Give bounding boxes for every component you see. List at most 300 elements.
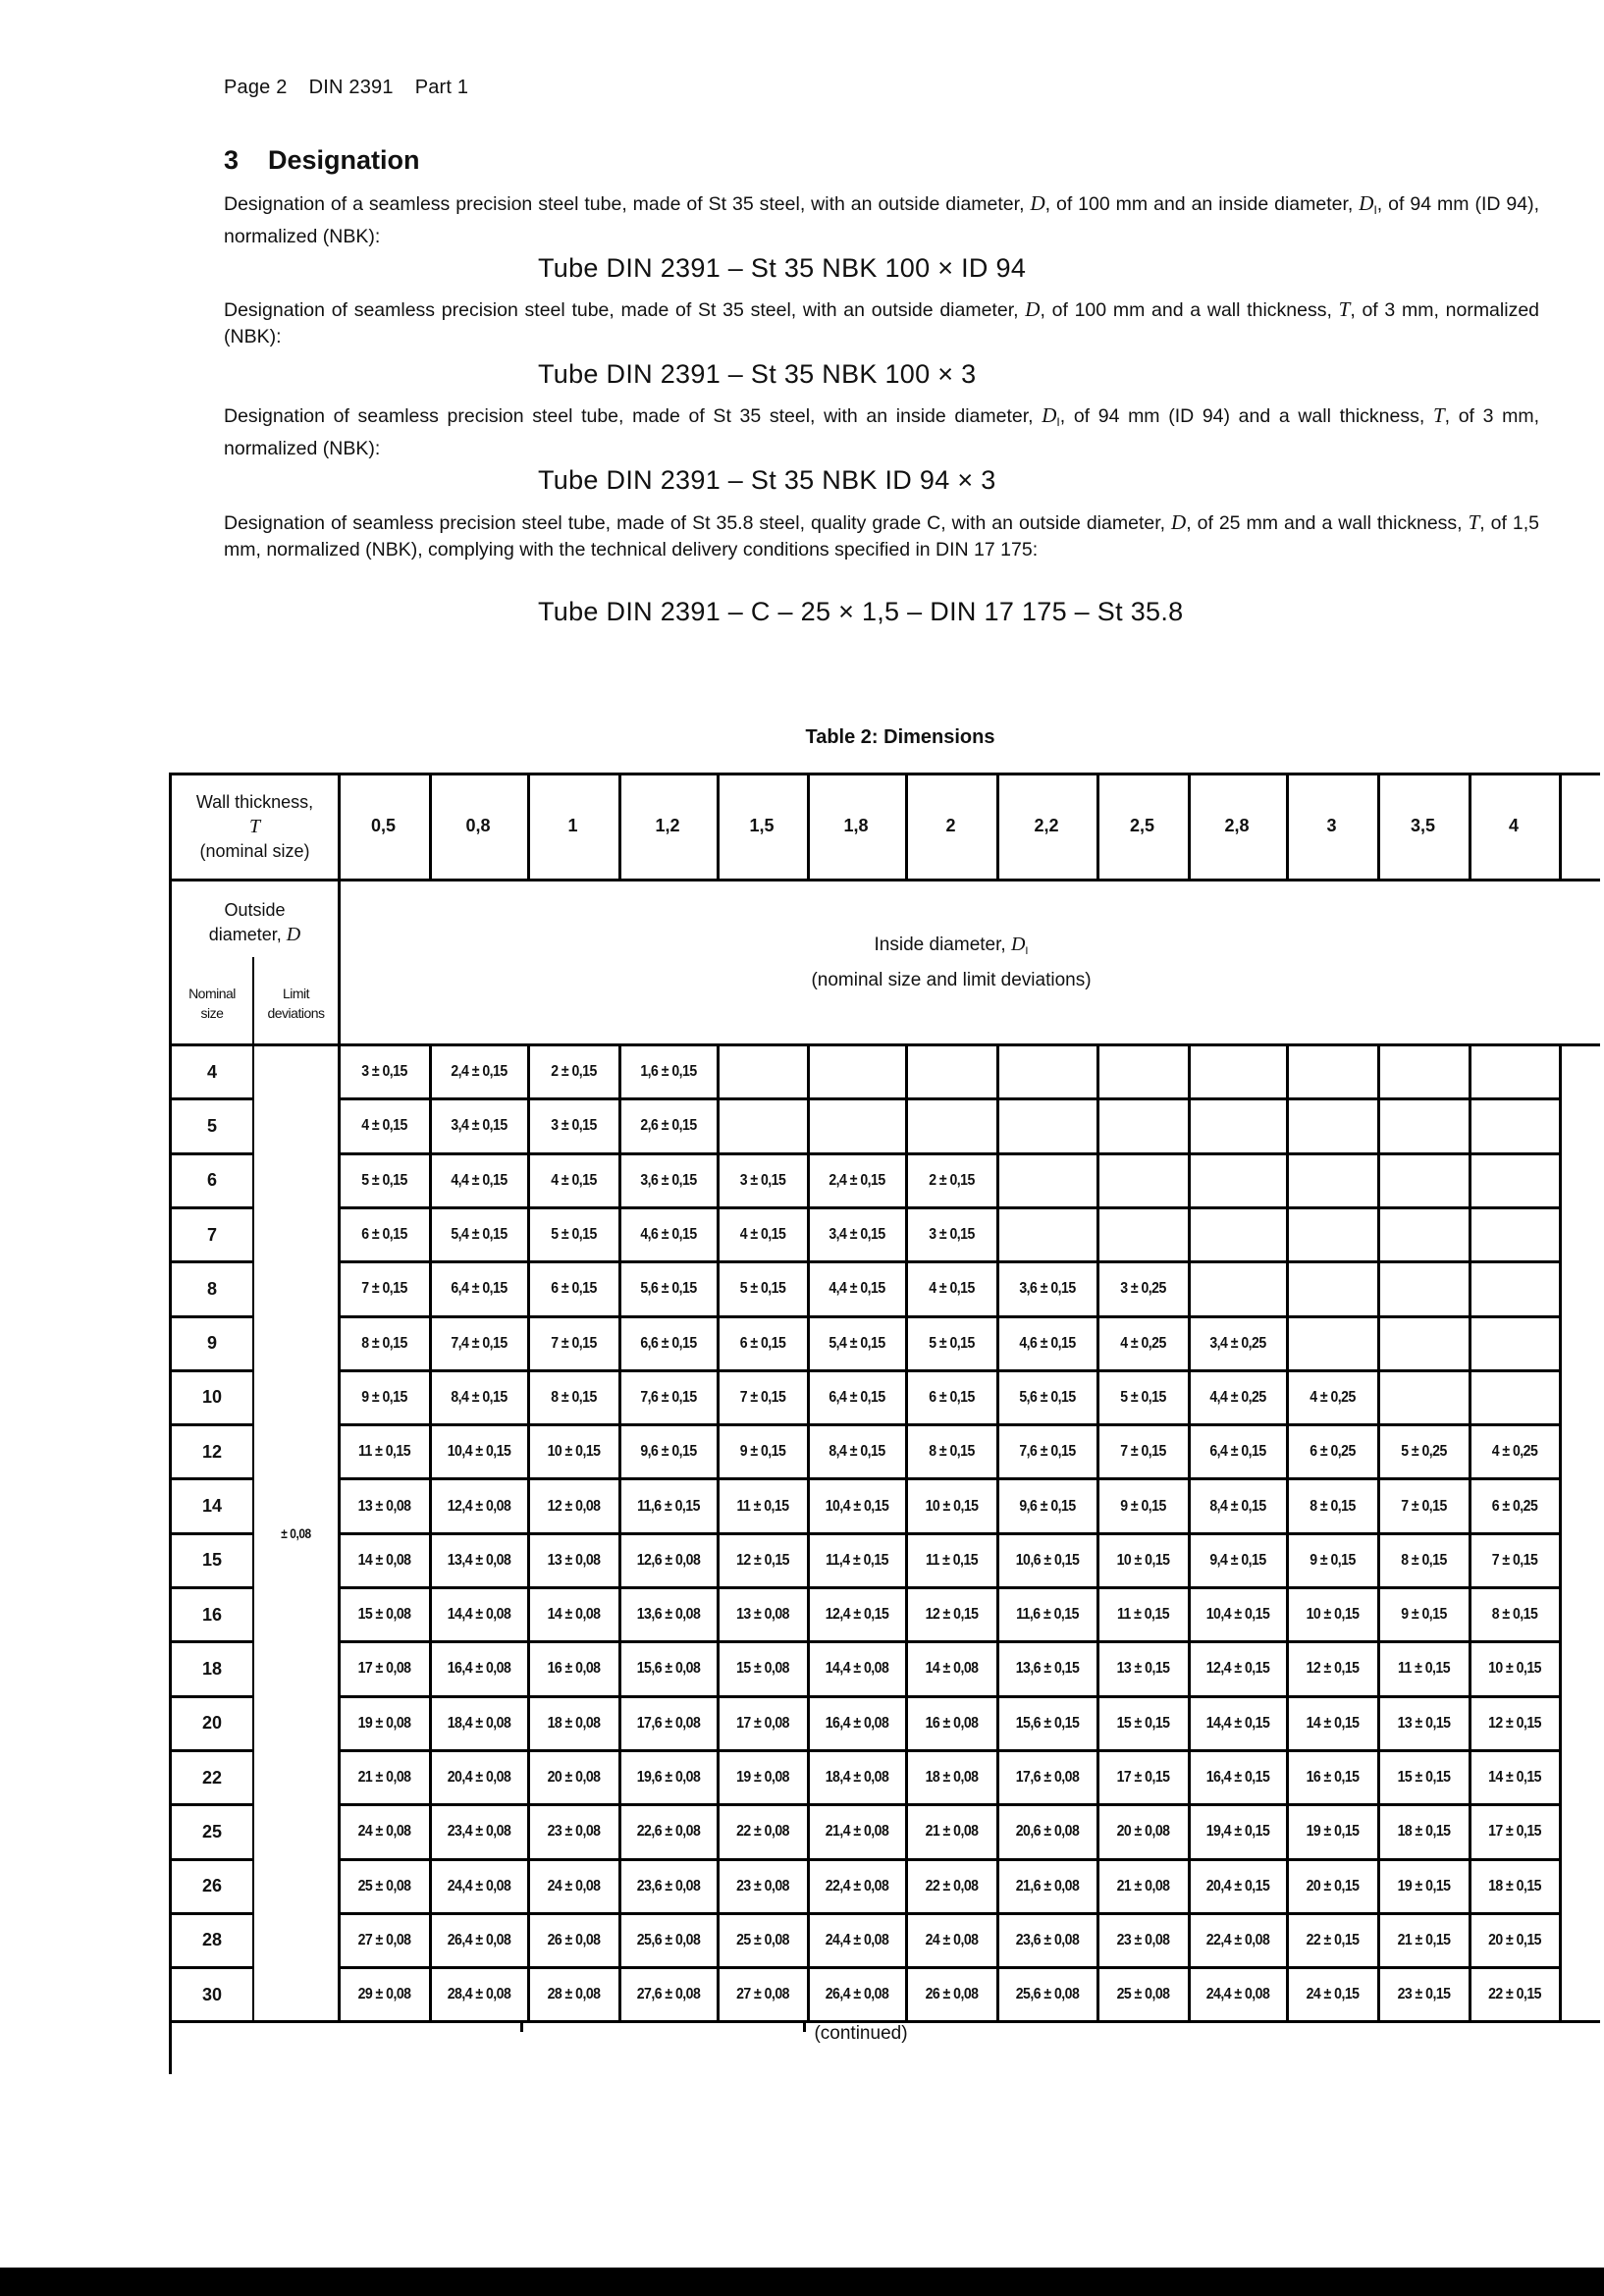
inside-diameter-cell: 15 ± 0,08 xyxy=(736,1660,789,1678)
inside-diameter-cell: 17 ± 0,08 xyxy=(357,1660,411,1678)
inside-diameter-label-text: (nominal size and limit deviations) xyxy=(811,970,1092,990)
inside-diameter-cell: 23 ± 0,08 xyxy=(1116,1931,1170,1949)
inside-diameter-cell xyxy=(1004,1155,1091,1206)
inside-diameter-cell: 19 ± 0,08 xyxy=(736,1769,789,1787)
inside-diameter-cell: 3 ± 0,15 xyxy=(929,1226,975,1244)
outside-diameter-label-text: diameter, D xyxy=(208,924,301,945)
inside-diameter-cell: 2 ± 0,15 xyxy=(551,1063,597,1081)
outside-diameter-nominal: 9 xyxy=(206,1333,217,1354)
inside-diameter-cell: 7 ± 0,15 xyxy=(1491,1551,1538,1569)
inside-diameter-cell: 5 ± 0,15 xyxy=(551,1226,597,1244)
grid-line xyxy=(1377,1043,1380,2020)
outside-diameter-nominal: 4 xyxy=(206,1061,217,1082)
wall-thickness-column-header: 3,5 xyxy=(1410,815,1436,835)
inside-diameter-cell: 26,4 ± 0,08 xyxy=(825,1986,889,2003)
designation-example-4-formula: Tube DIN 2391 – C – 25 × 1,5 – DIN 17 175 – St 35.8 xyxy=(538,597,1184,626)
inside-diameter-cell: 4,4 ± 0,15 xyxy=(451,1171,508,1189)
designation-example-3-text: Designation of seamless precision steel tube, made of St 35 steel, with an inside diameter, $D_I$, of 94 mm (ID 94) and a wall thickness, T, of 3 mm, normalized (NBK): xyxy=(224,403,1540,459)
inside-diameter-cell: 26 ± 0,08 xyxy=(925,1986,979,2003)
inside-diameter-cell: 2,4 ± 0,15 xyxy=(829,1171,885,1189)
inside-diameter-cell: 25 ± 0,08 xyxy=(736,1931,789,1949)
inside-diameter-cell xyxy=(1004,1100,1091,1151)
inside-diameter-cell xyxy=(1384,1046,1463,1097)
inside-diameter-cell: 7,6 ± 0,15 xyxy=(1019,1443,1076,1461)
inside-diameter-cell: 13 ± 0,08 xyxy=(357,1497,411,1515)
nominal-size-label xyxy=(172,962,252,1043)
inside-diameter-cell: 17 ± 0,08 xyxy=(736,1714,789,1732)
inside-diameter-cell: 21,4 ± 0,08 xyxy=(825,1823,889,1841)
inside-diameter-cell: 19 ± 0,15 xyxy=(1397,1877,1451,1895)
inside-diameter-cell: 11 ± 0,15 xyxy=(1116,1606,1170,1624)
inside-diameter-cell: 5 ± 0,15 xyxy=(361,1171,407,1189)
inside-diameter-cell: 4 ± 0,25 xyxy=(1120,1334,1166,1352)
inside-diameter-cell: 20 ± 0,08 xyxy=(547,1769,601,1787)
inside-diameter-cell: 5,4 ± 0,15 xyxy=(451,1226,508,1244)
inside-diameter-cell: 11,6 ± 0,15 xyxy=(1016,1606,1079,1624)
wall-thickness-column-header: 2,8 xyxy=(1224,815,1250,835)
inside-diameter-cell: 5 ± 0,15 xyxy=(739,1280,786,1298)
inside-diameter-cell: 10,4 ± 0,15 xyxy=(1205,1606,1270,1624)
inside-diameter-cell xyxy=(1293,1263,1371,1314)
wall-thickness-symbol: T xyxy=(248,816,261,837)
inside-diameter-cell: 5 ± 0,25 xyxy=(1401,1443,1447,1461)
inside-diameter-cell: 9 ± 0,15 xyxy=(1310,1551,1356,1569)
inside-diameter-cell xyxy=(1384,1209,1463,1260)
section-number: 3 xyxy=(224,145,240,175)
designation-example-4-text: Designation of seamless precision steel tube, made of St 35.8 steel, quality grade C, with an outside diameter, D, of 25 mm and a wall thickness, T, of 1,5 mm, normalized (NBK), complying with the technical delivery conditions specified in DIN 17 175: xyxy=(224,510,1539,561)
inside-diameter-cell: 23,4 ± 0,08 xyxy=(447,1823,511,1841)
wall-thickness-column-header: 4 xyxy=(1508,815,1519,835)
inside-diameter-cell: 26 ± 0,08 xyxy=(547,1931,601,1949)
inside-diameter-cell: 18 ± 0,15 xyxy=(1397,1823,1451,1841)
inside-diameter-cell: 12 ± 0,15 xyxy=(925,1606,979,1624)
inside-diameter-cell xyxy=(1293,1209,1371,1260)
grid-line xyxy=(1096,1043,1099,2020)
inside-diameter-cell: 22,4 ± 0,08 xyxy=(825,1877,889,1895)
inside-diameter-cell: 1,6 ± 0,15 xyxy=(640,1063,697,1081)
inside-diameter-cell: 4 ± 0,15 xyxy=(929,1280,975,1298)
inside-diameter-cell: 23 ± 0,08 xyxy=(547,1823,601,1841)
inside-diameter-cell: 23,6 ± 0,08 xyxy=(1015,1931,1080,1949)
inside-diameter-cell: 5 ± 0,15 xyxy=(1120,1388,1166,1406)
grid-line xyxy=(527,1043,530,2020)
inside-diameter-cell: 25 ± 0,08 xyxy=(357,1877,411,1895)
continued-note: (continued) xyxy=(814,2023,908,2044)
inside-diameter-cell: 9 ± 0,15 xyxy=(739,1443,786,1461)
inside-diameter-cell: 22,6 ± 0,08 xyxy=(636,1823,701,1841)
outside-diameter-nominal: 7 xyxy=(206,1224,217,1245)
limit-deviations-label xyxy=(254,962,338,1043)
inside-diameter-cell xyxy=(1196,1100,1280,1151)
wall-thickness-column-header: 1,2 xyxy=(655,815,680,835)
inside-diameter-cell: 13 ± 0,15 xyxy=(1116,1660,1170,1678)
wall-thickness-label-text: Wall thickness, xyxy=(195,792,314,812)
inside-diameter-cell: 21 ± 0,08 xyxy=(1116,1877,1170,1895)
inside-diameter-cell: 19 ± 0,15 xyxy=(1306,1823,1360,1841)
inside-diameter-cell xyxy=(1384,1372,1463,1423)
inside-diameter-cell: 3,4 ± 0,15 xyxy=(451,1117,508,1135)
inside-diameter-cell: 2,4 ± 0,15 xyxy=(451,1063,508,1081)
inside-diameter-cell: 6,6 ± 0,15 xyxy=(640,1334,697,1352)
inside-diameter-cell: 6,4 ± 0,15 xyxy=(1209,1443,1266,1461)
inside-diameter-cell: 7 ± 0,15 xyxy=(1120,1443,1166,1461)
page-number: Page 2 xyxy=(224,77,288,98)
inside-diameter-cell: 6 ± 0,15 xyxy=(929,1388,975,1406)
inside-diameter-cell: 27 ± 0,08 xyxy=(357,1931,411,1949)
inside-diameter-cell: 6,4 ± 0,15 xyxy=(829,1388,885,1406)
inside-diameter-cell: 7 ± 0,15 xyxy=(739,1388,786,1406)
designation-example-2-formula: Tube DIN 2391 – St 35 NBK 100 × 3 xyxy=(538,359,977,389)
inside-diameter-cell xyxy=(1004,1046,1091,1097)
inside-diameter-cell xyxy=(1475,1100,1553,1151)
inside-diameter-cell: 20 ± 0,08 xyxy=(1116,1823,1170,1841)
column-label-text: Limit xyxy=(282,985,310,1001)
inside-diameter-cell: 9 ± 0,15 xyxy=(1120,1497,1166,1515)
inside-diameter-cell: 8 ± 0,15 xyxy=(361,1334,407,1352)
inside-diameter-cell: 22,4 ± 0,08 xyxy=(1205,1931,1270,1949)
inside-diameter-cell: 20 ± 0,15 xyxy=(1488,1931,1541,1949)
section-title: Designation xyxy=(268,145,420,175)
inside-diameter-cell: 4,6 ± 0,15 xyxy=(1019,1334,1076,1352)
inside-diameter-cell: 17 ± 0,15 xyxy=(1116,1769,1170,1787)
grid-line xyxy=(1559,1043,1562,2020)
inside-diameter-cell xyxy=(1293,1046,1371,1097)
inside-diameter-cell xyxy=(1384,1263,1463,1314)
inside-diameter-cell: 21 ± 0,08 xyxy=(357,1769,411,1787)
inside-diameter-cell: 18,4 ± 0,08 xyxy=(447,1714,511,1732)
inside-diameter-cell: 19,6 ± 0,08 xyxy=(636,1769,701,1787)
inside-diameter-cell: 4,4 ± 0,15 xyxy=(829,1280,885,1298)
inside-diameter-cell: 26,4 ± 0,08 xyxy=(447,1931,511,1949)
wall-thickness-column-header: 3 xyxy=(1326,815,1337,835)
grid-line xyxy=(429,1043,432,2020)
inside-diameter-cell: 10 ± 0,15 xyxy=(547,1443,601,1461)
inside-diameter-cell xyxy=(815,1100,899,1151)
inside-diameter-cell: 4,6 ± 0,15 xyxy=(640,1226,697,1244)
inside-diameter-cell: 13,6 ± 0,08 xyxy=(636,1606,701,1624)
grid-line xyxy=(996,1043,999,2020)
grid-line xyxy=(807,1043,810,2020)
outside-diameter-nominal: 30 xyxy=(201,1984,223,2004)
inside-diameter-cell: 23,6 ± 0,08 xyxy=(636,1877,701,1895)
inside-diameter-cell xyxy=(1103,1046,1182,1097)
inside-diameter-cell: 22 ± 0,15 xyxy=(1306,1931,1360,1949)
outside-diameter-label-text: Outside xyxy=(224,900,286,920)
inside-diameter-cell xyxy=(1384,1155,1463,1206)
designation-example-1-formula: Tube DIN 2391 – St 35 NBK 100 × ID 94 xyxy=(538,253,1027,283)
inside-diameter-cell xyxy=(1004,1209,1091,1260)
inside-diameter-cell: 3 ± 0,15 xyxy=(739,1171,786,1189)
inside-diameter-cell xyxy=(1293,1318,1371,1369)
inside-diameter-cell: 20 ± 0,15 xyxy=(1306,1877,1360,1895)
inside-diameter-cell: 10,6 ± 0,15 xyxy=(1015,1551,1080,1569)
inside-diameter-cell: 18 ± 0,08 xyxy=(925,1769,979,1787)
outside-diameter-nominal: 15 xyxy=(201,1550,223,1571)
inside-diameter-cell: 16 ± 0,08 xyxy=(547,1660,601,1678)
inside-diameter-cell: 6 ± 0,15 xyxy=(739,1334,786,1352)
grid-line xyxy=(252,957,254,2020)
inside-diameter-cell: 24,4 ± 0,08 xyxy=(825,1931,889,1949)
inside-diameter-cell: 4 ± 0,25 xyxy=(1310,1388,1356,1406)
inside-diameter-cell: 15 ± 0,15 xyxy=(1397,1769,1451,1787)
inside-diameter-cell: 13,4 ± 0,08 xyxy=(447,1551,511,1569)
inside-diameter-cell: 16,4 ± 0,15 xyxy=(1205,1769,1270,1787)
inside-diameter-cell: 9 ± 0,15 xyxy=(1401,1606,1447,1624)
inside-diameter-cell: 9,6 ± 0,15 xyxy=(1019,1497,1076,1515)
inside-diameter-cell: 18 ± 0,15 xyxy=(1488,1877,1541,1895)
inside-diameter-cell: 24 ± 0,08 xyxy=(547,1877,601,1895)
inside-diameter-cell: 10 ± 0,15 xyxy=(1488,1660,1541,1678)
inside-diameter-cell: 15,6 ± 0,08 xyxy=(636,1660,701,1678)
inside-diameter-cell: 22 ± 0,08 xyxy=(736,1823,789,1841)
inside-diameter-cell: 7 ± 0,15 xyxy=(1401,1497,1447,1515)
inside-diameter-cell: 12 ± 0,08 xyxy=(547,1497,601,1515)
outside-diameter-nominal: 8 xyxy=(206,1278,217,1299)
inside-diameter-cell: 10 ± 0,15 xyxy=(1306,1606,1360,1624)
inside-diameter-cell xyxy=(1293,1100,1371,1151)
inside-diameter-cell: 22 ± 0,15 xyxy=(1488,1986,1541,2003)
outside-diameter-nominal: 22 xyxy=(201,1767,223,1788)
page-bottom-bar xyxy=(0,2268,1604,2296)
inside-diameter-cell: 20,4 ± 0,15 xyxy=(1205,1877,1270,1895)
inside-diameter-cell: 20,4 ± 0,08 xyxy=(447,1769,511,1787)
outside-diameter-label xyxy=(172,888,338,957)
inside-diameter-cell: 8,4 ± 0,15 xyxy=(1209,1497,1266,1515)
inside-diameter-cell: 19 ± 0,08 xyxy=(357,1714,411,1732)
grid-line xyxy=(905,1043,908,2020)
inside-diameter-cell: 5,4 ± 0,15 xyxy=(829,1334,885,1352)
inside-diameter-cell: 11 ± 0,15 xyxy=(357,1443,411,1461)
inside-diameter-cell xyxy=(723,1046,801,1097)
inside-diameter-cell: 11 ± 0,15 xyxy=(1397,1660,1451,1678)
inside-diameter-cell xyxy=(1475,1209,1553,1260)
wall-thickness-column-header: 1,8 xyxy=(843,815,869,835)
inside-diameter-label xyxy=(341,881,1562,1043)
grid-line xyxy=(1286,1043,1289,2020)
inside-diameter-cell: 4 ± 0,15 xyxy=(551,1171,597,1189)
inside-diameter-cell: 24 ± 0,08 xyxy=(357,1823,411,1841)
inside-diameter-cell: 9,6 ± 0,15 xyxy=(640,1443,697,1461)
wall-thickness-column-header: 2,2 xyxy=(1034,815,1059,835)
inside-diameter-cell: 14 ± 0,08 xyxy=(357,1551,411,1569)
inside-diameter-cell: 8 ± 0,15 xyxy=(929,1443,975,1461)
inside-diameter-cell xyxy=(1475,1318,1553,1369)
inside-diameter-cell xyxy=(1103,1100,1182,1151)
inside-diameter-cell: 8 ± 0,15 xyxy=(1401,1551,1447,1569)
inside-diameter-cell xyxy=(1196,1263,1280,1314)
inside-diameter-cell: 24,4 ± 0,08 xyxy=(447,1877,511,1895)
outside-diameter-nominal: 18 xyxy=(201,1658,223,1679)
inside-diameter-cell: 17,6 ± 0,08 xyxy=(636,1714,701,1732)
inside-diameter-cell: 10,4 ± 0,15 xyxy=(825,1497,889,1515)
inside-diameter-cell: 14 ± 0,15 xyxy=(1488,1769,1541,1787)
inside-diameter-cell: 6 ± 0,25 xyxy=(1310,1443,1356,1461)
inside-diameter-cell: 21 ± 0,08 xyxy=(925,1823,979,1841)
inside-diameter-cell: 10,4 ± 0,15 xyxy=(447,1443,511,1461)
outside-diameter-nominal: 16 xyxy=(201,1604,223,1625)
outside-diameter-nominal: 5 xyxy=(206,1115,217,1136)
inside-diameter-cell: 16 ± 0,15 xyxy=(1306,1769,1360,1787)
running-header xyxy=(224,77,490,99)
inside-diameter-cell: 7,4 ± 0,15 xyxy=(451,1334,508,1352)
column-label-text: Nominal xyxy=(188,985,236,1001)
inside-diameter-cell: 12,4 ± 0,08 xyxy=(447,1497,511,1515)
wall-thickness-label xyxy=(172,775,338,879)
section-heading xyxy=(224,145,420,176)
inside-diameter-cell: 5 ± 0,15 xyxy=(929,1334,975,1352)
grid-line xyxy=(1559,773,1562,879)
inside-diameter-cell: 14 ± 0,15 xyxy=(1306,1714,1360,1732)
wall-thickness-column-header: 1 xyxy=(567,815,578,835)
inside-diameter-cell: 3,4 ± 0,25 xyxy=(1209,1334,1266,1352)
inside-diameter-cell: 6 ± 0,25 xyxy=(1491,1497,1538,1515)
inside-diameter-cell: 23 ± 0,08 xyxy=(736,1877,789,1895)
inside-diameter-cell: 11 ± 0,15 xyxy=(736,1497,789,1515)
inside-diameter-cell: 8 ± 0,15 xyxy=(1491,1606,1538,1624)
grid-line xyxy=(1188,1043,1191,2020)
inside-diameter-symbol: D xyxy=(1010,934,1026,955)
inside-diameter-cell: 28,4 ± 0,08 xyxy=(447,1986,511,2003)
inside-diameter-cell: 9,4 ± 0,15 xyxy=(1209,1551,1266,1569)
inside-diameter-cell: 10 ± 0,15 xyxy=(925,1497,979,1515)
inside-diameter-cell: 25 ± 0,08 xyxy=(1116,1986,1170,2003)
inside-diameter-cell: 11,6 ± 0,15 xyxy=(637,1497,700,1515)
inside-diameter-cell: 3 ± 0,15 xyxy=(361,1063,407,1081)
inside-diameter-cell: 13 ± 0,15 xyxy=(1397,1714,1451,1732)
inside-diameter-cell: 6 ± 0,15 xyxy=(551,1280,597,1298)
grid-line xyxy=(618,1043,621,2020)
inside-diameter-cell: 27 ± 0,08 xyxy=(736,1986,789,2003)
outside-diameter-nominal: 20 xyxy=(201,1713,223,1734)
inside-diameter-cell: 3,6 ± 0,15 xyxy=(640,1171,697,1189)
inside-diameter-cell: 6 ± 0,15 xyxy=(361,1226,407,1244)
inside-diameter-cell: 6,4 ± 0,15 xyxy=(451,1280,508,1298)
wall-thickness-column-header: 2,5 xyxy=(1129,815,1155,835)
inside-diameter-cell: 12 ± 0,15 xyxy=(1306,1660,1360,1678)
inside-diameter-cell: 22 ± 0,08 xyxy=(925,1877,979,1895)
inside-diameter-cell xyxy=(912,1100,990,1151)
inside-diameter-cell: 24 ± 0,15 xyxy=(1306,1986,1360,2003)
inside-diameter-cell: 29 ± 0,08 xyxy=(357,1986,411,2003)
designation-example-1-text: Designation of a seamless precision steel tube, made of St 35 steel, with an outside diameter, D, of 100 mm and an inside diameter, $D_I$, of 94 mm (ID 94), normalized (NBK): xyxy=(224,191,1539,247)
inside-diameter-cell xyxy=(1475,1046,1553,1097)
part-number: Part 1 xyxy=(414,77,469,98)
inside-diameter-cell: 12 ± 0,15 xyxy=(736,1551,789,1569)
inside-diameter-cell xyxy=(912,1046,990,1097)
inside-diameter-cell: 14,4 ± 0,08 xyxy=(447,1606,511,1624)
inside-diameter-cell xyxy=(1384,1100,1463,1151)
inside-diameter-label-text: Inside diameter, $D_I$ xyxy=(874,934,1029,957)
inside-diameter-cell: 9 ± 0,15 xyxy=(361,1388,407,1406)
wall-thickness-column-header: 0,5 xyxy=(370,815,397,835)
inside-diameter-cell: 14 ± 0,08 xyxy=(547,1606,601,1624)
inside-diameter-cell: 7 ± 0,15 xyxy=(551,1334,597,1352)
outside-diameter-nominal: 26 xyxy=(201,1876,223,1896)
column-label-text: size xyxy=(200,1004,224,1021)
designation-example-2-text: Designation of seamless precision steel tube, made of St 35 steel, with an outside diameter, D, of 100 mm and a wall thickness, T, of 3 mm, normalized (NBK): xyxy=(224,297,1540,347)
inside-diameter-cell xyxy=(1103,1209,1182,1260)
grid-line xyxy=(717,1043,720,2020)
inside-diameter-cell: 12 ± 0,15 xyxy=(1488,1714,1541,1732)
inside-diameter-cell: 4 ± 0,25 xyxy=(1491,1443,1538,1461)
inside-diameter-cell: 8,4 ± 0,15 xyxy=(451,1388,508,1406)
outside-diameter-nominal: 6 xyxy=(206,1170,217,1191)
standard-number: DIN 2391 xyxy=(308,77,394,98)
wall-thickness-column-header: 2 xyxy=(945,815,956,835)
inside-diameter-cell: 19,4 ± 0,15 xyxy=(1205,1823,1270,1841)
wall-thickness-column-header: 0,8 xyxy=(465,815,491,835)
inside-diameter-cell: 12,4 ± 0,15 xyxy=(825,1606,889,1624)
inside-diameter-cell: 24 ± 0,08 xyxy=(925,1931,979,1949)
outside-diameter-nominal: 10 xyxy=(201,1387,223,1408)
inside-diameter-cell: 13,6 ± 0,15 xyxy=(1015,1660,1080,1678)
inside-diameter-cell: 21,6 ± 0,08 xyxy=(1015,1877,1080,1895)
inside-diameter-cell: 10 ± 0,15 xyxy=(1116,1551,1170,1569)
inside-diameter-cell: 4 ± 0,15 xyxy=(739,1226,786,1244)
inside-diameter-cell xyxy=(1196,1155,1280,1206)
inside-diameter-cell xyxy=(1103,1155,1182,1206)
grid-line xyxy=(1469,1043,1471,2020)
inside-diameter-cell: 23 ± 0,15 xyxy=(1397,1986,1451,2003)
inside-diameter-cell xyxy=(1293,1155,1371,1206)
inside-diameter-cell xyxy=(1475,1155,1553,1206)
inside-diameter-cell: 3,4 ± 0,15 xyxy=(829,1226,885,1244)
inside-diameter-cell: 15 ± 0,15 xyxy=(1116,1714,1170,1732)
limit-deviation-value: ± 0,08 xyxy=(281,1525,311,1542)
inside-diameter-cell: 13 ± 0,08 xyxy=(547,1551,601,1569)
inside-diameter-cell: 27,6 ± 0,08 xyxy=(636,1986,701,2003)
inside-diameter-cell: 7,6 ± 0,15 xyxy=(640,1388,697,1406)
wall-thickness-note: (nominal size) xyxy=(199,841,310,861)
inside-diameter-cell: 12,6 ± 0,08 xyxy=(636,1551,701,1569)
inside-diameter-cell xyxy=(1475,1372,1553,1423)
inside-diameter-cell: 20,6 ± 0,08 xyxy=(1015,1823,1080,1841)
inside-diameter-cell: 8,4 ± 0,15 xyxy=(829,1443,885,1461)
inside-diameter-cell: 28 ± 0,08 xyxy=(547,1986,601,2003)
inside-diameter-cell: 24,4 ± 0,08 xyxy=(1205,1986,1270,2003)
inside-diameter-cell xyxy=(1196,1046,1280,1097)
inside-diameter-cell xyxy=(815,1046,899,1097)
inside-diameter-cell: 8 ± 0,15 xyxy=(551,1388,597,1406)
inside-diameter-cell: 11,4 ± 0,15 xyxy=(826,1551,888,1569)
inside-diameter-cell: 13 ± 0,08 xyxy=(736,1606,789,1624)
wall-thickness-column-header: 1,5 xyxy=(749,815,775,835)
inside-diameter-cell xyxy=(723,1100,801,1151)
inside-diameter-cell: 3 ± 0,15 xyxy=(551,1117,597,1135)
inside-diameter-cell: 17,6 ± 0,08 xyxy=(1015,1769,1080,1787)
inside-diameter-cell: 14,4 ± 0,08 xyxy=(825,1660,889,1678)
inside-diameter-cell: 5,6 ± 0,15 xyxy=(640,1280,697,1298)
inside-diameter-cell: 2 ± 0,15 xyxy=(929,1171,975,1189)
inside-diameter-cell: 4 ± 0,15 xyxy=(361,1117,407,1135)
inside-diameter-cell: 4,4 ± 0,25 xyxy=(1209,1388,1266,1406)
inside-diameter-cell: 12,4 ± 0,15 xyxy=(1205,1660,1270,1678)
inside-diameter-cell: 25,6 ± 0,08 xyxy=(636,1931,701,1949)
inside-diameter-cell: 18,4 ± 0,08 xyxy=(825,1769,889,1787)
inside-diameter-cell: 5,6 ± 0,15 xyxy=(1019,1388,1076,1406)
inside-diameter-cell: 2,6 ± 0,15 xyxy=(640,1117,697,1135)
outside-diameter-nominal: 28 xyxy=(201,1930,223,1950)
inside-diameter-cell: 16,4 ± 0,08 xyxy=(825,1714,889,1732)
inside-diameter-cell: 21 ± 0,15 xyxy=(1397,1931,1451,1949)
outside-diameter-nominal: 14 xyxy=(201,1496,223,1517)
inside-diameter-cell: 3 ± 0,25 xyxy=(1120,1280,1166,1298)
inside-diameter-cell xyxy=(1475,1263,1553,1314)
outside-diameter-nominal: 12 xyxy=(201,1441,223,1462)
column-label-text: deviations xyxy=(267,1004,325,1021)
inside-diameter-cell xyxy=(1384,1318,1463,1369)
table-title: Table 2: Dimensions xyxy=(805,726,995,748)
